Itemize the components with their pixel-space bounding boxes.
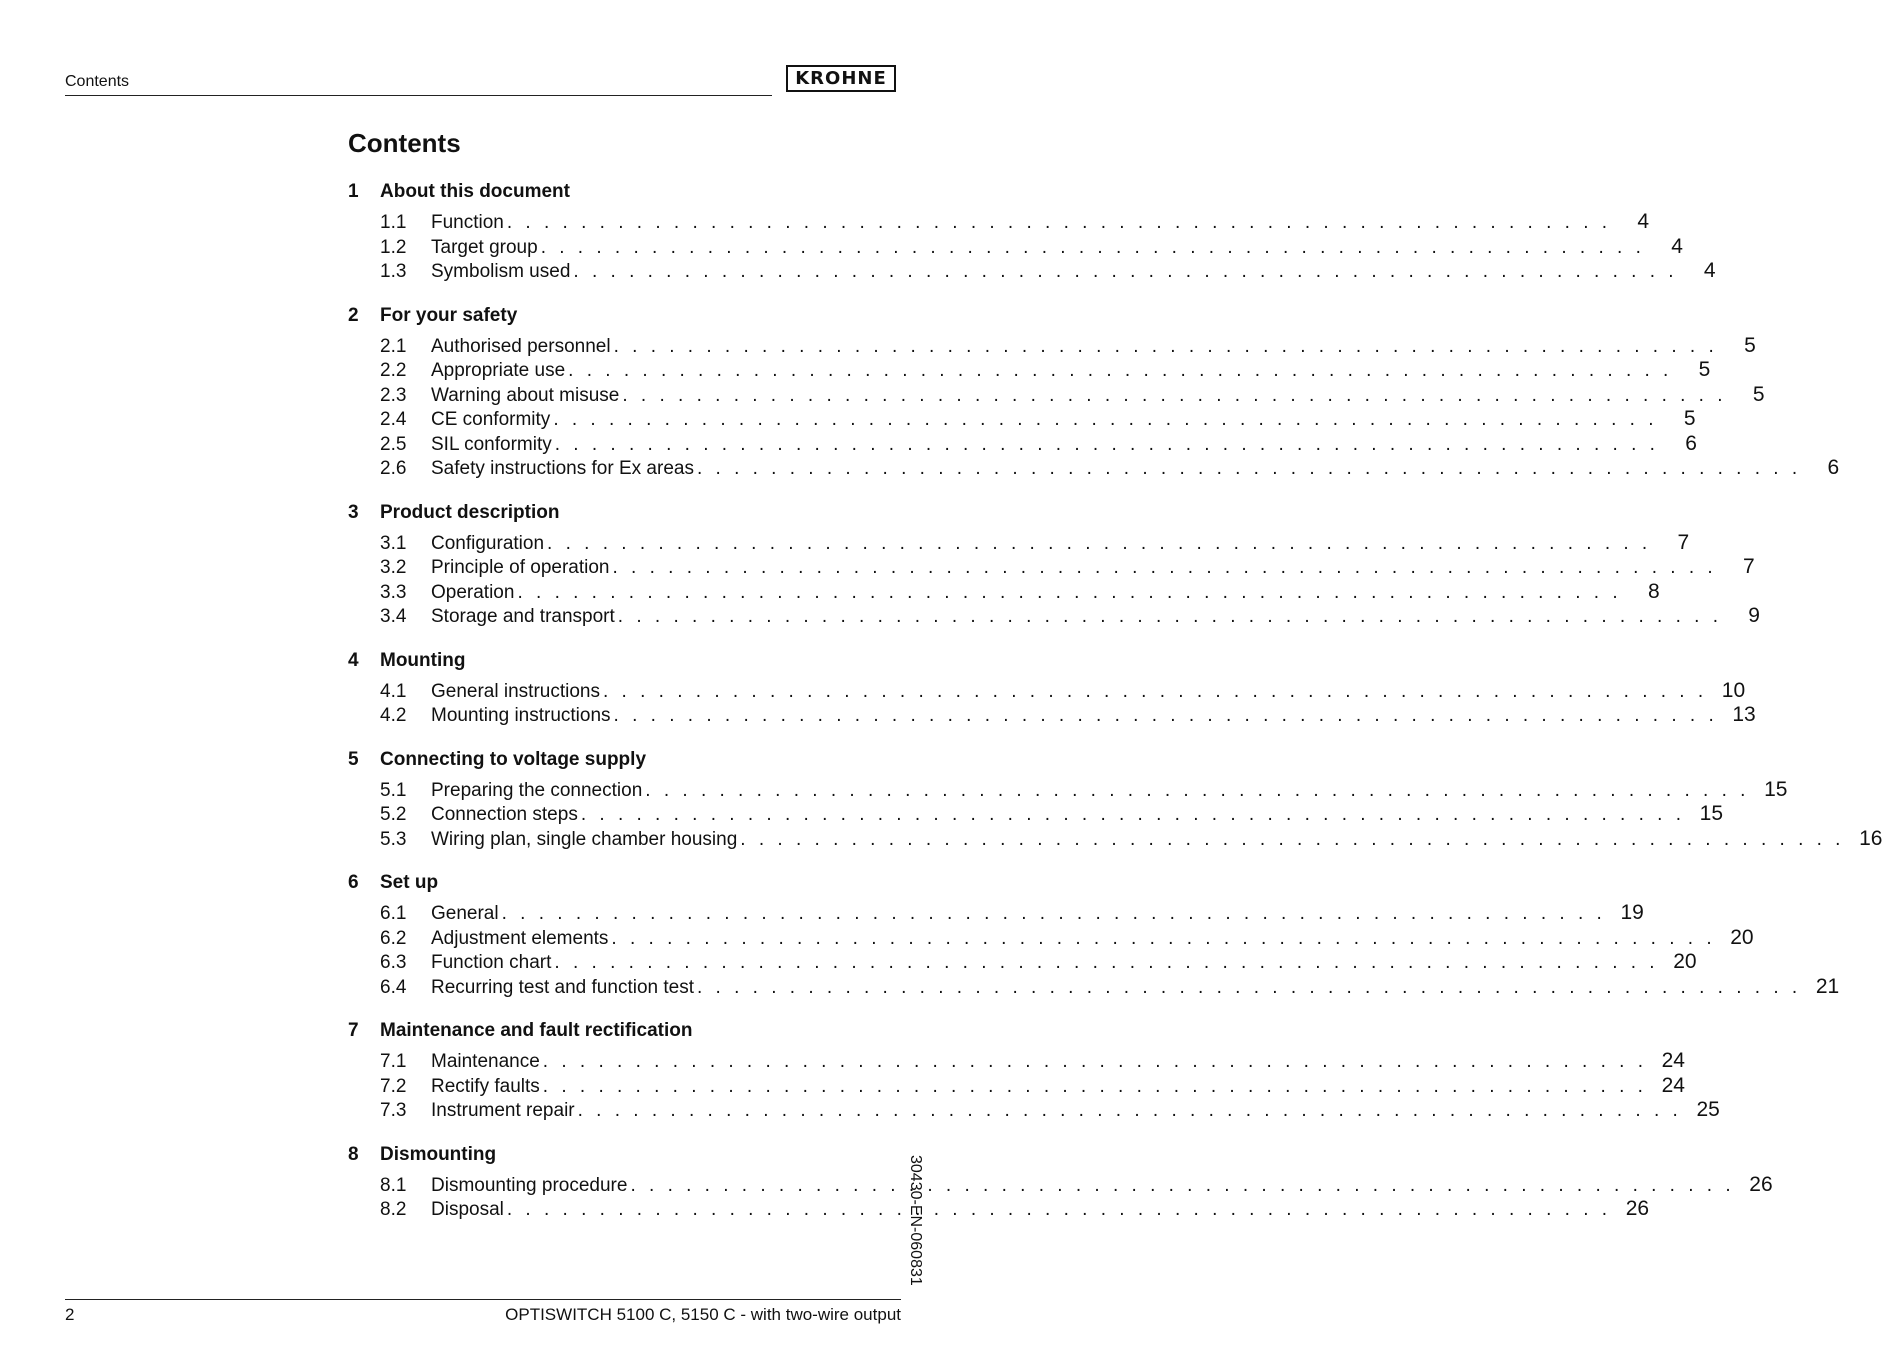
entry-title: Configuration	[431, 532, 545, 554]
dot-leader: . . . . . . . . . . . . . . . . . . . . . . . . . . . . . . . . . . . . . . . . . . . . . . . . . . . . . . . . . . . .	[506, 212, 1612, 233]
toc-entry[interactable]	[348, 210, 1650, 235]
dot-leader: . . . . . . . . . . . . . . . . . . . . . . . . . . . . . . . . . . . . . . . . . . . . . . . . . . . . . . . . . . . .	[547, 532, 1652, 554]
entry-number: 6.3	[380, 952, 407, 973]
entry-number: 6.2	[380, 927, 407, 949]
entry-number: 2.3	[380, 384, 407, 406]
toc-entry[interactable]	[348, 925, 1754, 951]
entry-title: Maintenance	[431, 1051, 540, 1072]
entry-title: Storage and transport	[431, 606, 615, 627]
section-title: Maintenance and fault rectification	[380, 1020, 693, 1041]
toc-section-heading[interactable]	[348, 500, 901, 526]
toc-entry[interactable]	[348, 1098, 1720, 1123]
header-rule	[65, 95, 772, 96]
dot-leader: . . . . . . . . . . . . . . . . . . . . . . . . . . . . . . . . . . . . . . . . . . . . . . . . . . . . . . . . . . . .	[613, 335, 1718, 357]
toc-entry[interactable]	[348, 530, 1690, 556]
section-number: 3	[348, 501, 359, 523]
entry-title-with-leader	[431, 211, 1611, 236]
toc-entry[interactable]	[348, 358, 1711, 383]
entry-title: Preparing the connection	[431, 779, 643, 801]
entry-title-with-leader	[431, 680, 1707, 705]
entry-number: 8.1	[380, 1174, 407, 1196]
entry-number: 3.3	[380, 581, 407, 603]
entry-title-with-leader	[431, 359, 1672, 384]
entry-page-number: 21	[1815, 974, 1840, 998]
entry-page-number: 24	[1661, 1073, 1685, 1097]
dot-leader: . . . . . . . . . . . . . . . . . . . . . . . . . . . . . . . . . . . . . . . . . . . . . . . . . . . . . . . . . . . .	[568, 360, 1673, 381]
running-header: Contents	[65, 73, 130, 90]
entry-title: Operation	[431, 581, 515, 603]
dot-leader: . . . . . . . . . . . . . . . . . . . . . . . . . . . . . . . . . . . . . . . . . . . . . . . . . . . . . . . . . . . .	[542, 1075, 1647, 1097]
entry-number: 3.1	[380, 532, 407, 554]
entry-title-with-leader	[431, 951, 1659, 976]
entry-title: Connection steps	[431, 804, 578, 825]
entry-page-number: 19	[1620, 901, 1644, 924]
entry-title: Rectify faults	[431, 1075, 540, 1097]
dot-leader: . . . . . . . . . . . . . . . . . . . . . . . . . . . . . . . . . . . . . . . . . . . . . . . . . . . . . . . . . . . .	[553, 409, 1658, 430]
toc-section-heading[interactable]	[348, 179, 901, 205]
entry-page-number: 25	[1696, 1098, 1720, 1121]
entry-page-number: 5	[1744, 333, 1756, 357]
toc-entry[interactable]	[348, 974, 1840, 1000]
dot-leader: . . . . . . . . . . . . . . . . . . . . . . . . . . . . . . . . . . . . . . . . . . . . . . . . . . . . . . . . . . . .	[506, 1199, 1612, 1220]
dot-leader: . . . . . . . . . . . . . . . . . . . . . . . . . . . . . . . . . . . . . . . . . . . . . . . . . . . . . . . . . . . .	[517, 581, 1622, 603]
entry-number: 3.2	[380, 557, 407, 578]
entry-title: General instructions	[431, 680, 600, 702]
toc-section-heading[interactable]	[348, 1018, 901, 1044]
entry-title: Target group	[431, 236, 538, 258]
toc-section-heading[interactable]	[348, 870, 901, 896]
section-number: 5	[348, 748, 359, 770]
entry-title: Principle of operation	[431, 557, 610, 578]
entry-page-number: 6	[1827, 456, 1840, 479]
entry-number: 8.2	[380, 1199, 407, 1220]
dot-leader: . . . . . . . . . . . . . . . . . . . . . . . . . . . . . . . . . . . . . . . . . . . . . . . . . . . . . . . . . . . .	[602, 680, 1708, 702]
toc-entry[interactable]	[348, 1049, 1685, 1074]
toc-entry[interactable]	[348, 678, 1746, 704]
entry-number: 3.4	[380, 606, 407, 627]
section-title: For your safety	[380, 304, 518, 326]
entry-page-number: 26	[1749, 1172, 1773, 1196]
dot-leader: . . . . . . . . . . . . . . . . . . . . . . . . . . . . . . . . . . . . . . . . . . . . . . . . . . . . . . . . . . . .	[580, 804, 1686, 825]
entry-number: 7.1	[380, 1051, 407, 1072]
toc-entry[interactable]	[348, 901, 1644, 926]
dot-leader: . . . . . . . . . . . . . . . . . . . . . . . . . . . . . . . . . . . . . . . . . . . . . . . . . . . . . . . . . . . .	[501, 903, 1606, 924]
section-number: 7	[348, 1020, 359, 1041]
toc-entry[interactable]	[348, 555, 1755, 580]
toc-entry[interactable]	[348, 333, 1756, 359]
entry-title: Dismounting procedure	[431, 1174, 628, 1196]
toc-section	[348, 179, 1716, 284]
entry-page-number: 4	[1637, 210, 1650, 233]
entry-title-with-leader	[431, 532, 1651, 557]
entry-title-with-leader	[431, 803, 1685, 828]
entry-number: 5.1	[380, 779, 407, 801]
dot-leader: . . . . . . . . . . . . . . . . . . . . . . . . . . . . . . . . . . . . . . . . . . . . . . . . . . . . . . . . . . . .	[630, 1174, 1735, 1196]
entry-title-with-leader	[431, 1075, 1647, 1100]
dot-leader: . . . . . . . . . . . . . . . . . . . . . . . . . . . . . . . . . . . . . . . . . . . . . . . . . . . . . . . . . . . .	[613, 705, 1718, 726]
dot-leader: . . . . . . . . . . . . . . . . . . . . . . . . . . . . . . . . . . . . . . . . . . . . . . . . . . . . . . . . . . . .	[554, 433, 1659, 455]
toc-entry[interactable]	[348, 802, 1724, 827]
toc-section-heading[interactable]	[348, 648, 901, 674]
entry-page-number: 5	[1752, 382, 1765, 406]
entry-number: 2.5	[380, 433, 407, 455]
toc-entry[interactable]	[348, 382, 1765, 408]
toc-entry[interactable]	[348, 431, 1697, 457]
entry-page-number: 16	[1859, 826, 1882, 850]
entry-title: Function chart	[431, 952, 552, 973]
entry-title: Adjustment elements	[431, 927, 609, 949]
toc-section	[348, 870, 1840, 999]
entry-title: Mounting instructions	[431, 705, 611, 726]
entry-title-with-leader	[431, 1099, 1682, 1124]
entry-title-with-leader	[431, 384, 1727, 409]
toc-entry[interactable]	[348, 604, 1760, 629]
entry-number: 5.3	[380, 828, 407, 850]
toc-entry[interactable]	[348, 579, 1660, 605]
entry-page-number: 24	[1661, 1049, 1685, 1072]
entry-page-number: 5	[1683, 407, 1696, 430]
section-title: About this document	[380, 181, 570, 202]
toc-entry[interactable]	[348, 777, 1788, 803]
entry-page-number: 4	[1671, 234, 1683, 258]
entry-title-with-leader	[431, 236, 1645, 261]
dot-leader: . . . . . . . . . . . . . . . . . . . . . . . . . . . . . . . . . . . . . . . . . . . . . . . . . . . . . . . . . . . .	[540, 236, 1645, 258]
entry-number: 4.1	[380, 680, 407, 702]
toc-entry[interactable]	[348, 1172, 1773, 1198]
toc-entry[interactable]	[348, 826, 1882, 852]
entry-title-with-leader	[431, 976, 1801, 1001]
entry-title: Disposal	[431, 1199, 504, 1220]
footer-page-number: 2	[65, 1305, 75, 1324]
entry-title-with-leader	[431, 902, 1606, 927]
entry-number: 7.3	[380, 1100, 407, 1121]
entry-page-number: 4	[1703, 259, 1716, 282]
toc-section	[348, 500, 1760, 629]
entry-title: Authorised personnel	[431, 335, 611, 357]
entry-title: Function	[431, 212, 504, 233]
entry-page-number: 13	[1732, 703, 1756, 726]
section-number: 1	[348, 181, 359, 202]
entry-title-with-leader	[431, 457, 1801, 482]
toc-section-heading[interactable]	[348, 747, 901, 773]
dot-leader: . . . . . . . . . . . . . . . . . . . . . . . . . . . . . . . . . . . . . . . . . . . . . . . . . . . . . . . . . . . .	[612, 557, 1717, 578]
entry-title-with-leader	[431, 556, 1717, 581]
section-number: 4	[348, 649, 359, 671]
toc-entry[interactable]	[348, 234, 1683, 260]
entry-title: CE conformity	[431, 409, 551, 430]
entry-page-number: 8	[1647, 579, 1660, 603]
entry-title-with-leader	[431, 927, 1716, 952]
entry-title-with-leader	[431, 260, 1678, 285]
entry-title-with-leader	[431, 335, 1718, 360]
dot-leader: . . . . . . . . . . . . . . . . . . . . . . . . . . . . . . . . . . . . . . . . . . . . . . . . . . . . . . . . . . . .	[542, 1051, 1647, 1072]
dot-leader: . . . . . . . . . . . . . . . . . . . . . . . . . . . . . . . . . . . . . . . . . . . . . . . . . . . . . . . . . . . .	[617, 606, 1722, 627]
entry-number: 5.2	[380, 804, 407, 825]
entry-page-number: 15	[1699, 802, 1724, 825]
entry-page-number: 26	[1625, 1197, 1650, 1220]
entry-number: 4.2	[380, 705, 407, 726]
entry-number: 1.2	[380, 236, 407, 258]
entry-page-number: 20	[1730, 925, 1754, 949]
krohne-logo: KROHNE	[786, 65, 896, 92]
entry-title-with-leader	[431, 704, 1718, 729]
entry-number: 1.3	[380, 261, 407, 282]
entry-page-number: 7	[1677, 530, 1690, 554]
toc-entry[interactable]	[348, 456, 1840, 481]
dot-leader: . . . . . . . . . . . . . . . . . . . . . . . . . . . . . . . . . . . . . . . . . . . . . . . . . . . . . . . . . . . .	[577, 1100, 1682, 1121]
entry-title: Appropriate use	[431, 360, 566, 381]
entry-title-with-leader	[431, 1050, 1647, 1075]
dot-leader: . . . . . . . . . . . . . . . . . . . . . . . . . . . . . . . . . . . . . . . . . . . . . . . . . . . . . . . . . . . .	[622, 384, 1727, 406]
toc-section	[348, 1018, 1720, 1123]
entry-page-number: 10	[1721, 678, 1746, 702]
dot-leader: . . . . . . . . . . . . . . . . . . . . . . . . . . . . . . . . . . . . . . . . . . . . . . . . . . . . . . . . . . . .	[554, 952, 1659, 973]
section-number: 2	[348, 304, 359, 326]
toc-section	[348, 747, 1882, 852]
entry-title-with-leader	[431, 1198, 1611, 1223]
section-title: Mounting	[380, 649, 466, 671]
entry-number: 7.2	[380, 1075, 407, 1097]
toc-entry[interactable]	[348, 1197, 1650, 1222]
toc-entry[interactable]	[348, 259, 1716, 284]
dot-leader: . . . . . . . . . . . . . . . . . . . . . . . . . . . . . . . . . . . . . . . . . . . . . . . . . . . . . . . . . . . .	[645, 779, 1750, 801]
entry-page-number: 20	[1673, 950, 1697, 973]
section-number: 8	[348, 1143, 359, 1165]
section-title: Connecting to voltage supply	[380, 748, 647, 770]
entry-title: General	[431, 903, 499, 924]
entry-number: 2.4	[380, 409, 407, 430]
entry-title: Symbolism used	[431, 261, 571, 282]
entry-number: 2.2	[380, 360, 407, 381]
footer-rule	[65, 1299, 901, 1300]
entry-page-number: 15	[1764, 777, 1788, 801]
dot-leader: . . . . . . . . . . . . . . . . . . . . . . . . . . . . . . . . . . . . . . . . . . . . . . . . . . . . . . . . . . . .	[696, 976, 1802, 998]
toc-entry[interactable]	[348, 407, 1696, 432]
entry-title-with-leader	[431, 605, 1722, 630]
entry-page-number: 5	[1698, 358, 1711, 381]
entry-number: 2.1	[380, 335, 407, 357]
toc-entry[interactable]	[348, 950, 1697, 975]
toc-section	[348, 648, 1756, 728]
toc-section-heading[interactable]	[348, 303, 901, 329]
entry-title: Instrument repair	[431, 1100, 575, 1121]
entry-page-number: 6	[1685, 431, 1697, 455]
entry-page-number: 7	[1743, 555, 1755, 578]
toc-section	[348, 303, 1840, 481]
entry-number: 6.1	[380, 903, 407, 924]
entry-title: Recurring test and function test	[431, 976, 694, 998]
entry-title: Safety instructions for Ex areas	[431, 458, 694, 479]
dot-leader: . . . . . . . . . . . . . . . . . . . . . . . . . . . . . . . . . . . . . . . . . . . . . . . . . . . . . . . . . . . .	[740, 828, 1845, 850]
entry-title-with-leader	[431, 779, 1749, 804]
entry-title-with-leader	[431, 433, 1659, 458]
section-title: Product description	[380, 501, 560, 523]
dot-leader: . . . . . . . . . . . . . . . . . . . . . . . . . . . . . . . . . . . . . . . . . . . . . . . . . . . . . . . . . . . .	[573, 261, 1678, 282]
page-title: Contents	[348, 128, 461, 158]
dot-leader: . . . . . . . . . . . . . . . . . . . . . . . . . . . . . . . . . . . . . . . . . . . . . . . . . . . . . . . . . . . .	[611, 927, 1716, 949]
footer-document-title: OPTISWITCH 5100 C, 5150 C - with two-wire output	[505, 1305, 901, 1324]
entry-title: Warning about misuse	[431, 384, 620, 406]
toc-section-heading[interactable]	[348, 1142, 901, 1168]
section-title: Set up	[380, 872, 439, 893]
entry-title-with-leader	[431, 1174, 1735, 1199]
entry-number: 2.6	[380, 458, 407, 479]
section-title: Dismounting	[380, 1143, 497, 1165]
toc-entry[interactable]	[348, 1073, 1685, 1099]
document-code: 30430-EN-060831	[907, 1155, 924, 1286]
entry-number: 1.1	[380, 212, 407, 233]
entry-title: Wiring plan, single chamber housing	[431, 828, 738, 850]
entry-title-with-leader	[431, 581, 1622, 606]
entry-number: 6.4	[380, 976, 407, 998]
entry-page-number: 9	[1748, 604, 1760, 627]
entry-title-with-leader	[431, 828, 1844, 853]
dot-leader: . . . . . . . . . . . . . . . . . . . . . . . . . . . . . . . . . . . . . . . . . . . . . . . . . . . . . . . . . . . .	[696, 458, 1802, 479]
toc-entry[interactable]	[348, 703, 1756, 728]
entry-title-with-leader	[431, 408, 1658, 433]
entry-title: SIL conformity	[431, 433, 552, 455]
section-number: 6	[348, 872, 359, 893]
